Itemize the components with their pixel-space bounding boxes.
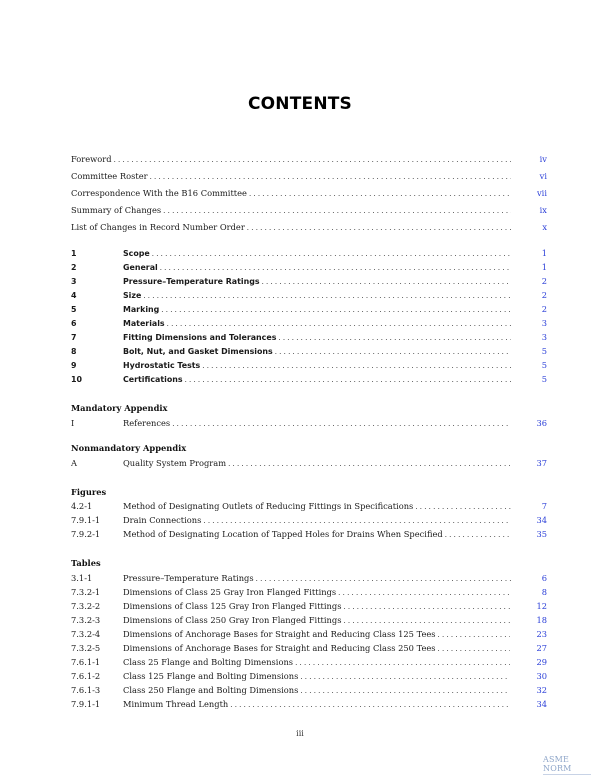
- toc-section-2[interactable]: [71, 260, 547, 274]
- toc-page-link[interactable]: 34: [536, 515, 547, 525]
- table-number: 7.3.2-4: [71, 629, 101, 639]
- toc-section-7[interactable]: [71, 330, 547, 344]
- dot-leader: [275, 345, 511, 359]
- dot-leader: [262, 275, 511, 289]
- toc-page-link[interactable]: ix: [539, 205, 547, 215]
- toc-label: Summary of Changes: [71, 205, 162, 215]
- dot-leader: [300, 684, 510, 698]
- table-number: 7.3.2-2: [71, 601, 101, 611]
- toc-section-6[interactable]: [71, 316, 547, 330]
- toc-page-link[interactable]: x: [542, 222, 547, 232]
- section-number: 5: [71, 305, 77, 314]
- toc-label: Quality System Program: [123, 458, 227, 468]
- toc-page-link[interactable]: 29: [536, 657, 547, 667]
- dot-leader: [300, 670, 510, 684]
- toc-entry-summary-of-changes[interactable]: [71, 203, 547, 217]
- toc-label: Materials: [123, 319, 165, 328]
- toc-table-entry[interactable]: [71, 697, 547, 711]
- toc-page-link[interactable]: 5: [541, 374, 547, 384]
- toc-label: Class 250 Flange and Bolting Dimensions: [123, 685, 299, 695]
- table-number: 3.1-1: [71, 573, 93, 583]
- table-number: 7.6.1-1: [71, 657, 101, 667]
- toc-entry-foreword[interactable]: [71, 152, 547, 166]
- toc-label: Correspondence With the B16 Committee: [71, 188, 247, 198]
- toc-label: Marking: [123, 305, 160, 314]
- toc-table-entry[interactable]: [71, 599, 547, 613]
- watermark-logo: [543, 755, 600, 775]
- toc-page-link[interactable]: 8: [541, 587, 547, 597]
- toc-label: Minimum Thread Length: [123, 699, 229, 709]
- toc-page-link[interactable]: 7: [541, 501, 547, 511]
- toc-label: Method of Designating Location of Tapped Holes for Drains When Specified: [123, 529, 443, 539]
- dot-leader: [338, 586, 511, 600]
- dot-leader: [278, 331, 511, 345]
- dot-leader: [114, 153, 511, 167]
- section-number: 2: [71, 263, 77, 272]
- toc-page-link[interactable]: 3: [541, 318, 547, 328]
- toc-label: Hydrostatic Tests: [123, 361, 201, 370]
- dot-leader: [415, 500, 511, 514]
- dot-leader: [247, 221, 511, 235]
- toc-table-entry[interactable]: [71, 627, 547, 641]
- dot-leader: [143, 289, 511, 303]
- table-number: 7.3.2-5: [71, 643, 101, 653]
- dot-leader: [256, 572, 511, 586]
- toc-section-1[interactable]: [71, 246, 547, 260]
- toc-page-link[interactable]: 5: [541, 360, 547, 370]
- toc-page-link[interactable]: 23: [536, 629, 547, 639]
- toc-table-entry[interactable]: [71, 641, 547, 655]
- table-number: 7.6.1-2: [71, 671, 101, 681]
- toc-label: References: [123, 418, 171, 428]
- toc-appendix-i[interactable]: [71, 416, 547, 430]
- section-number: 3: [71, 277, 77, 286]
- toc-label: Foreword: [71, 154, 112, 164]
- toc-label: Pressure–Temperature Ratings: [123, 277, 260, 286]
- toc-page-link[interactable]: 34: [536, 699, 547, 709]
- toc-page-link[interactable]: 1: [541, 262, 547, 272]
- figures-heading: Figures: [71, 487, 107, 497]
- toc-page-link[interactable]: 3: [541, 332, 547, 342]
- toc-page-link[interactable]: iv: [539, 154, 547, 164]
- page-number: iii: [296, 729, 304, 738]
- toc-label: Pressure–Temperature Ratings: [123, 573, 254, 583]
- dot-leader: [172, 417, 510, 431]
- toc-page-link[interactable]: 1: [541, 248, 547, 258]
- dot-leader: [163, 204, 511, 218]
- dot-leader: [167, 317, 511, 331]
- toc-label: Class 125 Flange and Bolting Dimensions: [123, 671, 299, 681]
- dot-leader: [150, 170, 511, 184]
- section-number: 4: [71, 291, 77, 300]
- section-number: 7: [71, 333, 77, 342]
- toc-page-link[interactable]: 18: [536, 615, 547, 625]
- toc-label: Dimensions of Anchorage Bases for Straight and Reducing Class 250 Tees: [123, 643, 436, 653]
- toc-section-4[interactable]: [71, 288, 547, 302]
- toc-page-link[interactable]: 35: [536, 529, 547, 539]
- table-number: 7.9.1-1: [71, 699, 101, 709]
- dot-leader: [438, 642, 511, 656]
- toc-label: Size: [123, 291, 142, 300]
- toc-label: Dimensions of Class 250 Gray Iron Flanged Fittings: [123, 615, 342, 625]
- toc-page-link[interactable]: 2: [541, 290, 547, 300]
- section-number: 10: [71, 375, 82, 384]
- dot-leader: [228, 457, 510, 471]
- figure-number: 7.9.2-1: [71, 529, 101, 539]
- toc-table-entry[interactable]: [71, 571, 547, 585]
- toc-page-link[interactable]: 27: [536, 643, 547, 653]
- dot-leader: [203, 514, 510, 528]
- toc-figure-entry[interactable]: [71, 513, 547, 527]
- toc-page-link[interactable]: 2: [541, 276, 547, 286]
- figure-number: 4.2-1: [71, 501, 93, 511]
- section-number: 8: [71, 347, 77, 356]
- dot-leader: [160, 261, 511, 275]
- figure-number: 7.9.1-1: [71, 515, 101, 525]
- toc-label: List of Changes in Record Number Order: [71, 222, 245, 232]
- toc-label: General: [123, 263, 158, 272]
- toc-section-9[interactable]: [71, 358, 547, 372]
- toc-label: Scope: [123, 249, 150, 258]
- dot-leader: [295, 656, 510, 670]
- toc-label: Dimensions of Class 25 Gray Iron Flanged Fittings: [123, 587, 337, 597]
- toc-table-entry[interactable]: [71, 683, 547, 697]
- toc-page-link[interactable]: 2: [541, 304, 547, 314]
- toc-label: Dimensions of Class 125 Gray Iron Flanged Fittings: [123, 601, 342, 611]
- toc-label: Drain Connections: [123, 515, 202, 525]
- appendix-number: I: [71, 418, 75, 428]
- tables-heading: Tables: [71, 558, 101, 568]
- table-number: 7.3.2-3: [71, 615, 101, 625]
- toc-label: Method of Designating Outlets of Reducing Fittings in Specifications: [123, 501, 414, 511]
- contents-title: CONTENTS: [247, 94, 353, 114]
- dot-leader: [343, 614, 510, 628]
- toc-page-link[interactable]: 5: [541, 346, 547, 356]
- toc-label: Dimensions of Anchorage Bases for Straight and Reducing Class 125 Tees: [123, 629, 436, 639]
- toc-page-link[interactable]: vii: [537, 188, 547, 198]
- dot-leader: [445, 528, 511, 542]
- dot-leader: [343, 600, 510, 614]
- toc-section-3[interactable]: [71, 274, 547, 288]
- dot-leader: [202, 359, 511, 373]
- toc-table-entry[interactable]: [71, 669, 547, 683]
- toc-section-5[interactable]: [71, 302, 547, 316]
- mandatory-appendix-heading: Mandatory Appendix: [71, 403, 168, 413]
- dot-leader: [152, 247, 511, 261]
- section-number: 9: [71, 361, 77, 370]
- toc-page-link[interactable]: 36: [536, 418, 547, 428]
- toc-page-link[interactable]: vi: [539, 171, 547, 181]
- toc-figure-entry[interactable]: [71, 499, 547, 513]
- dot-leader: [185, 373, 511, 387]
- toc-table-entry[interactable]: [71, 655, 547, 669]
- toc-page-link[interactable]: 30: [536, 671, 547, 681]
- section-number: 1: [71, 249, 77, 258]
- watermark-text: ASME NORM: [543, 755, 572, 773]
- toc-page-link[interactable]: 37: [536, 458, 547, 468]
- toc-label: Certifications: [123, 375, 183, 384]
- table-number: 7.3.2-1: [71, 587, 101, 597]
- toc-section-8[interactable]: [71, 344, 547, 358]
- toc-appendix-a[interactable]: [71, 456, 547, 470]
- toc-entry-committee-roster[interactable]: [71, 169, 547, 183]
- toc-section-10[interactable]: [71, 372, 547, 386]
- toc-table-entry[interactable]: [71, 613, 547, 627]
- watermark-underline: [543, 774, 591, 775]
- toc-label: Fitting Dimensions and Tolerances: [123, 333, 277, 342]
- dot-leader: [230, 698, 510, 712]
- toc-entry-list-of-changes[interactable]: [71, 220, 547, 234]
- dot-leader: [161, 303, 511, 317]
- appendix-number: A: [71, 458, 77, 468]
- nonmandatory-appendix-heading: Nonmandatory Appendix: [71, 443, 187, 453]
- toc-label: Committee Roster: [71, 171, 148, 181]
- toc-page-link[interactable]: 12: [536, 601, 547, 611]
- toc-entry-correspondence[interactable]: [71, 186, 547, 200]
- toc-page-link[interactable]: 6: [541, 573, 547, 583]
- toc-label: Bolt, Nut, and Gasket Dimensions: [123, 347, 273, 356]
- table-number: 7.6.1-3: [71, 685, 101, 695]
- toc-table-entry[interactable]: [71, 585, 547, 599]
- dot-leader: [249, 187, 511, 201]
- toc-label: Class 25 Flange and Bolting Dimensions: [123, 657, 294, 667]
- toc-page-link[interactable]: 32: [536, 685, 547, 695]
- toc-figure-entry[interactable]: [71, 527, 547, 541]
- dot-leader: [438, 628, 511, 642]
- section-number: 6: [71, 319, 77, 328]
